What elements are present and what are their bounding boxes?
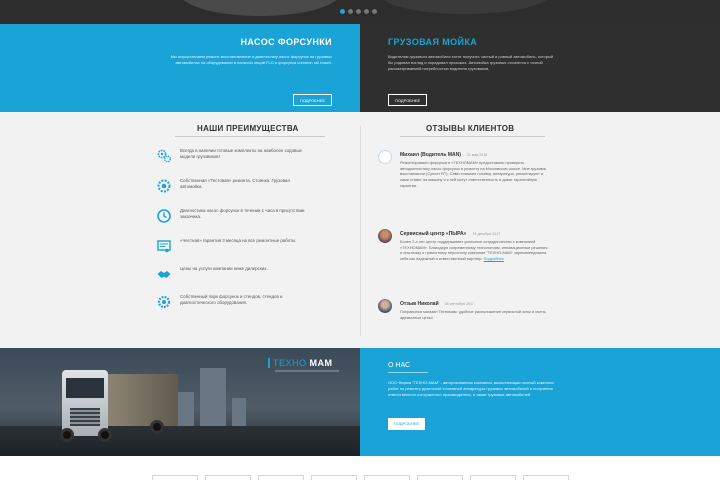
hero-image-part (180, 0, 340, 16)
slider-dots (340, 9, 377, 14)
partner-logo[interactable] (311, 475, 357, 480)
advantage-text: «Честная» гарантия 3 месяца на все ремонтные работы. (180, 238, 297, 243)
about-truck-image (0, 348, 360, 456)
advantage-item (156, 238, 306, 254)
title-underline (175, 136, 325, 137)
partner-logo[interactable] (258, 475, 304, 480)
review-date: 08 сентября 2017 (444, 302, 474, 306)
review-body: Более 2-х лет центр поддерживает успешное сотрудничество с компанией «ТЕХНОМАМ». Благодаря современному технологиям, инновационные решения и опытному и грамотному персоналу компании "ТЕХНО-МАМ" зарекомендовала себя как надежный и ответственный партнер. (400, 239, 548, 262)
partner-logo[interactable] (417, 475, 463, 480)
title-underline (400, 136, 545, 137)
slider-dot[interactable] (340, 9, 345, 14)
review-text: Ремонтировали форсунки в «ТЕХНОМАМ» предоставили проверить автодиагностику насос форсунок в ремонту на Московском шоссе. Мне грузовик восстановили (Сунсет RT). Сами снимают головку, аппаратура, ремонтируют и сами ставят на машину и к ней могут ответственность и давят гарантийную гарантии. (400, 160, 547, 188)
city-building (200, 368, 226, 426)
review-text: Понравился магазин Техномам: удобное расположение сервисной зоны и очень адекватные цены! (400, 309, 546, 320)
avatar (378, 150, 392, 164)
about-section (360, 348, 720, 456)
truck-wheel (60, 428, 74, 442)
handshake-icon (156, 266, 172, 282)
partner-logo[interactable] (205, 475, 251, 480)
city-building (232, 398, 246, 426)
avatar (378, 229, 392, 243)
advantages-reviews-section (0, 112, 720, 348)
brand-part-2: МАМ (309, 358, 333, 368)
equipment-icon (156, 294, 172, 310)
review-author: Сервисный центр «ПЫРА» (400, 231, 467, 237)
review-date: 21 мая 2018 (466, 153, 488, 157)
hero-image-part (380, 0, 550, 14)
truck-trailer (108, 374, 178, 426)
brand-logo (268, 358, 333, 368)
brand-part-1: ТЕХНО (273, 358, 307, 368)
advantage-text: Диагностика насос форсунок в течении 1 часа в присутствии заказчика. (180, 208, 305, 220)
review-author: Михаил (Водитель MAN) (400, 152, 461, 158)
partner-logo[interactable] (470, 475, 516, 480)
city-building (178, 392, 194, 426)
advantage-item (156, 148, 306, 164)
certificate-icon (156, 238, 172, 254)
service-description: Мы осуществляем ремонт-восстановление и диагностику насос форсунок на грузовых автомобилях на оборудовании в наличии опций FLO и форсунок common rail bosch. (170, 54, 332, 65)
service-panel-injectors (0, 24, 360, 112)
more-button[interactable]: ПОДРОБНЕЕ (293, 94, 332, 106)
settings-icon (156, 178, 172, 194)
slider-dot[interactable] (364, 9, 369, 14)
title-underline (388, 372, 428, 373)
advantage-item (156, 266, 306, 282)
section-divider (360, 126, 361, 336)
logo-underline (275, 370, 339, 372)
review-author: Отзыв Николай (400, 301, 439, 307)
partners-strip (0, 456, 720, 480)
review-date: 24 декабря 2017 (472, 232, 501, 236)
review-text (400, 239, 548, 262)
advantage-text: Собственный парк форсунок и стендов, стендов и диагностического оборудования. (180, 294, 283, 306)
about-more-button[interactable]: ПОДРОБНЕЕ (388, 418, 425, 430)
slider-dot[interactable] (356, 9, 361, 14)
advantage-text: Цены на услуги компании ниже дилерских. (180, 266, 268, 271)
service-description: Водителям грузового автомобиля хотят получить чистый и ровный автомобиль, который бы радовал взгляд и порадовал прохожих. Автомойка грузовых стоянется с точной рассматриваемой потребностью водителя грузовиков. (388, 54, 554, 71)
about-text: ООО Фирма "ТЕХНО-МАМ" - авторизованная компания, выполняющая полный комплекс работ по ремонту дизельной топливной аппаратуры грузовых автомобилей и получения ответственного контрактного производителя, а также грузовых автомобилей. (388, 380, 554, 397)
slider-dot[interactable] (372, 9, 377, 14)
service-title: НАСОС ФОРСУНКИ (240, 37, 332, 47)
logo-bar (268, 358, 270, 368)
road (0, 426, 360, 456)
hero-slider (0, 0, 720, 24)
truck-windshield (66, 378, 104, 398)
clock-icon (156, 208, 172, 224)
partner-logo[interactable] (523, 475, 569, 480)
review-more-link[interactable]: Подробнее (483, 256, 504, 262)
service-panel-truck-wash (360, 24, 720, 112)
partner-logo[interactable] (364, 475, 410, 480)
truck-grille (70, 408, 100, 426)
reviews-title: ОТЗЫВЫ КЛИЕНТОВ (426, 124, 515, 133)
slider-dot[interactable] (348, 9, 353, 14)
partner-logo[interactable] (152, 475, 198, 480)
advantage-item (156, 208, 306, 224)
advantage-item (156, 178, 306, 194)
advantage-text: Собственная «Тестовая» ремонта. Стоянка. Грузовая автомойка. (180, 178, 290, 190)
gears-icon (156, 148, 172, 164)
truck-wheel (98, 428, 112, 442)
truck-wheel (150, 420, 164, 434)
advantages-title: НАШИ ПРЕИМУЩЕСТВА (197, 124, 299, 133)
advantage-text: Всегда в наличии готовые комплекты на наиболее ходовые модели грузовиков! (180, 148, 302, 160)
service-title: ГРУЗОВАЯ МОЙКА (388, 37, 478, 47)
about-title: О НАС (388, 362, 411, 369)
advantage-item (156, 294, 306, 310)
more-button[interactable]: ПОДРОБНЕЕ (388, 94, 427, 106)
avatar (378, 299, 392, 313)
